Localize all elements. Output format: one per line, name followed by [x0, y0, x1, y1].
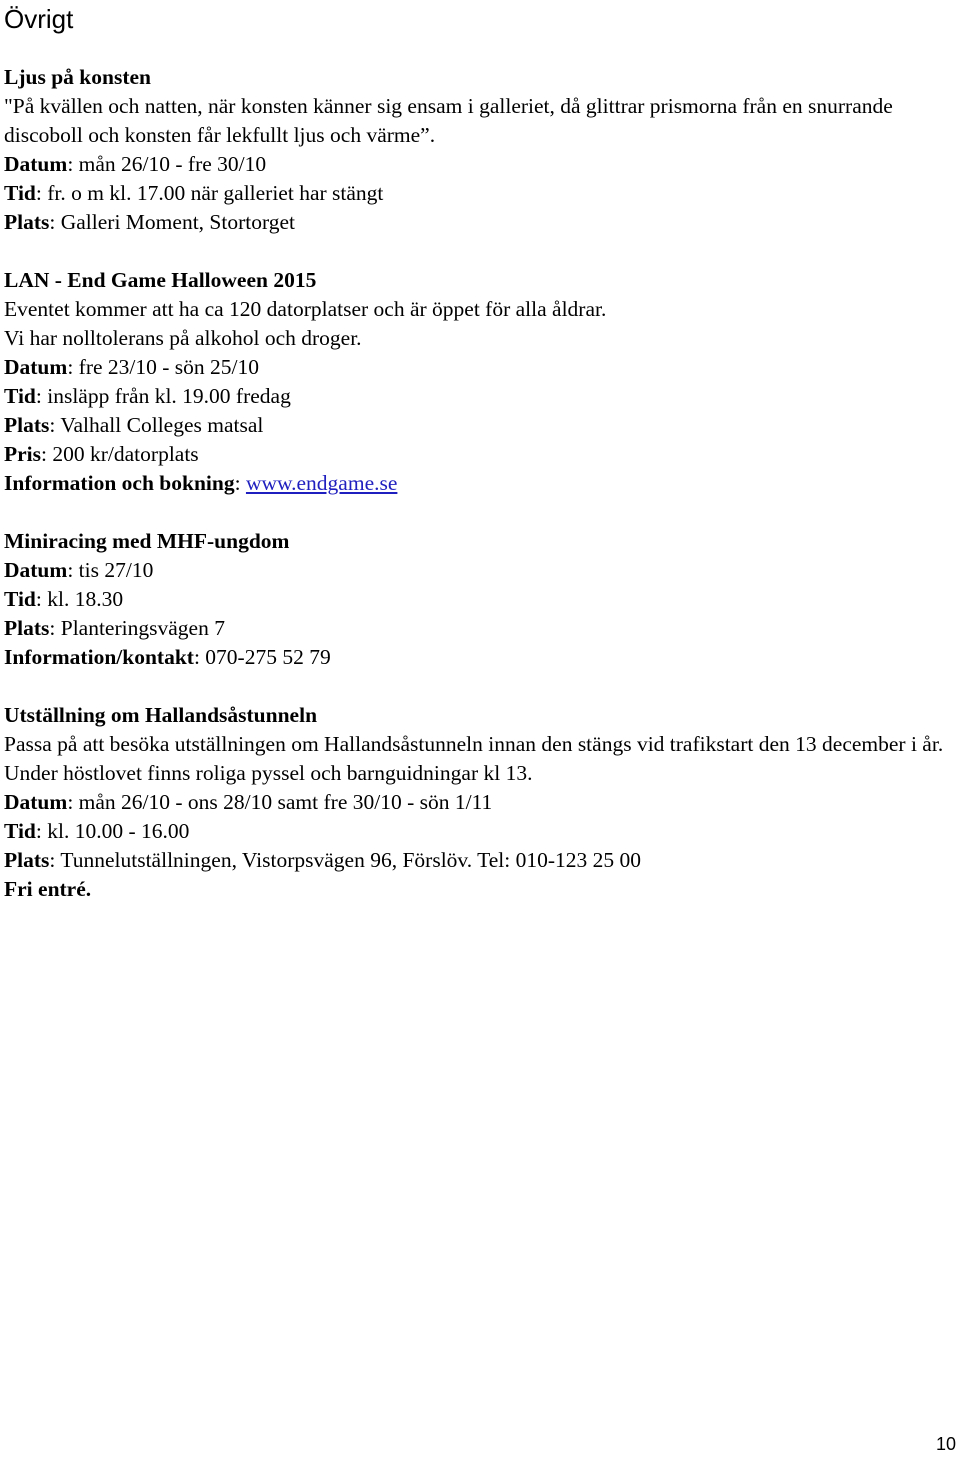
date-label: Datum [4, 558, 68, 582]
info-label: Information och bokning [4, 471, 235, 495]
time-label: Tid [4, 819, 36, 843]
place-value: : Tunnelutställningen, Vistorpsvägen 96, Förslöv. Tel: 010-123 25 00 [49, 848, 642, 872]
place-label: Plats [4, 413, 50, 437]
date-value: : tis 27/10 [67, 558, 154, 582]
info-separator: : [234, 471, 246, 495]
event-date [4, 150, 960, 179]
document-body [4, 63, 960, 933]
date-label: Datum [4, 152, 68, 176]
place-value: : Galleri Moment, Stortorget [49, 210, 296, 234]
event-time [4, 817, 960, 846]
price-label: Pris [4, 442, 42, 466]
page-title: Övrigt [4, 4, 74, 34]
date-value: : fre 23/10 - sön 25/10 [67, 355, 259, 379]
event-info [4, 643, 960, 672]
price-value: : 200 kr/datorplats [41, 442, 199, 466]
event-place [4, 411, 960, 440]
time-value: : insläpp från kl. 19.00 fredag [35, 384, 291, 408]
date-value: : mån 26/10 - fre 30/10 [67, 152, 267, 176]
event-info [4, 469, 960, 498]
time-value: : fr. o m kl. 17.00 när galleriet har stängt [35, 181, 384, 205]
event-miniracing [4, 527, 960, 672]
time-value: : kl. 18.30 [35, 587, 124, 611]
info-value: : 070-275 52 79 [193, 645, 331, 669]
time-label: Tid [4, 587, 36, 611]
event-date [4, 556, 960, 585]
event-date [4, 788, 960, 817]
place-label: Plats [4, 616, 50, 640]
event-title: Utställning om Hallandsåstunneln [4, 703, 318, 727]
endgame-link[interactable]: www.endgame.se [245, 471, 398, 495]
event-description: Eventet kommer att ha ca 120 datorplatser och är öppet för alla åldrar. [4, 297, 607, 321]
time-label: Tid [4, 384, 36, 408]
event-time [4, 585, 960, 614]
event-title: Ljus på konsten [4, 65, 151, 89]
event-date [4, 353, 960, 382]
event-price [4, 440, 960, 469]
event-description: Vi har nolltolerans på alkohol och droger. [4, 326, 362, 350]
event-time [4, 382, 960, 411]
date-value: : mån 26/10 - ons 28/10 samt fre 30/10 - sön 1/11 [67, 790, 493, 814]
info-label: Information/kontakt [4, 645, 194, 669]
event-hallandsastunneln [4, 701, 960, 904]
page-number: 10 [935, 1434, 956, 1454]
event-description: Passa på att besöka utställningen om Hallandsåstunneln innan den stängs vid trafikstart den 13 december i år. Under höstlovet finns roliga pyssel och barnguidningar kl 13. [4, 732, 944, 785]
event-time [4, 179, 960, 208]
event-description: "På kvällen och natten, när konsten känner sig ensam i galleriet, då glittrar prismorna från en snurrande discoboll och konsten får lekfullt ljus och värme”. [4, 94, 893, 147]
free-entry: Fri entré. [4, 877, 92, 901]
place-value: : Planteringsvägen 7 [49, 616, 225, 640]
event-title: LAN - End Game Halloween 2015 [4, 268, 317, 292]
time-value: : kl. 10.00 - 16.00 [35, 819, 190, 843]
event-place [4, 846, 960, 875]
date-label: Datum [4, 790, 68, 814]
place-label: Plats [4, 210, 50, 234]
place-value: : Valhall Colleges matsal [49, 413, 264, 437]
event-place [4, 614, 960, 643]
event-lan-end-game [4, 266, 960, 498]
event-place [4, 208, 960, 237]
date-label: Datum [4, 355, 68, 379]
event-title: Miniracing med MHF-ungdom [4, 529, 290, 553]
time-label: Tid [4, 181, 36, 205]
place-label: Plats [4, 848, 50, 872]
event-ljus-pa-konsten [4, 63, 960, 237]
